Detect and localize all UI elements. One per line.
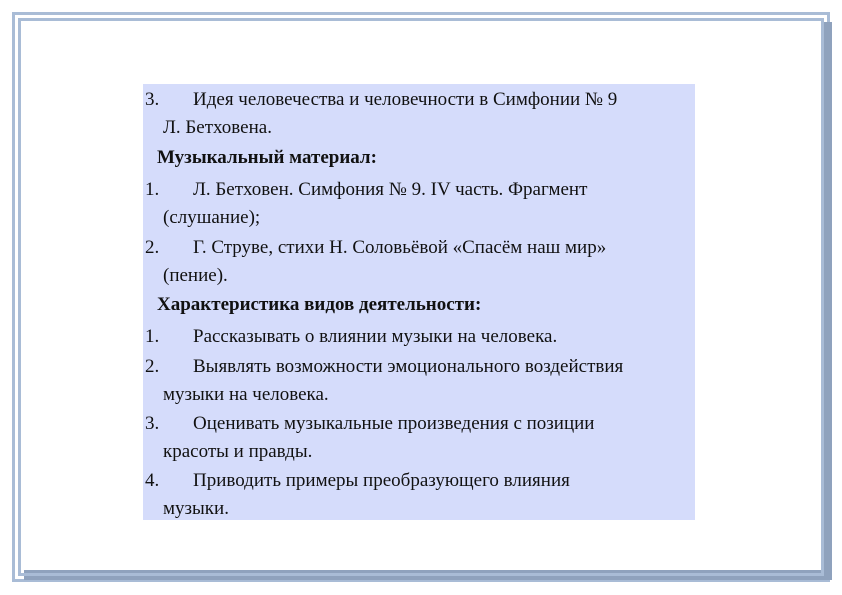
list-number: 1.	[145, 179, 160, 200]
list-text-line: Л. Бетховена.	[163, 117, 272, 138]
list-text-line: (слушание);	[163, 207, 261, 228]
list-number: 3.	[145, 413, 160, 434]
slide-text-box	[143, 84, 695, 520]
list-text-line: Оценивать музыкальные произведения с позиции	[193, 413, 595, 434]
list-text-line: Выявлять возможности эмоционального воздействия	[193, 356, 624, 377]
list-number: 1.	[145, 326, 160, 347]
section-heading-activity: Характеристика видов деятельности:	[157, 294, 482, 315]
list-text-line: Приводить примеры преобразующего влияния	[193, 470, 570, 491]
section-heading-material: Музыкальный материал:	[157, 147, 377, 168]
list-text-line: Идея человечества и человечности в Симфонии № 9	[193, 89, 618, 110]
list-number: 2.	[145, 237, 160, 258]
list-text-line: красоты и правды.	[163, 441, 313, 462]
list-number: 4.	[145, 470, 160, 491]
list-text-line: Г. Струве, стихи Н. Соловьёвой «Спасём наш мир»	[193, 237, 607, 258]
list-text-line: Рассказывать о влиянии музыки на человека.	[193, 326, 558, 347]
list-text-line: (пение).	[163, 265, 228, 286]
list-number: 3.	[145, 89, 160, 110]
list-text-line: музыки.	[163, 498, 229, 519]
list-text-line: музыки на человека.	[163, 384, 329, 405]
border-shadow-right	[824, 22, 832, 580]
list-number: 2.	[145, 356, 160, 377]
list-text-line: Л. Бетховен. Симфония № 9. IV часть. Фрагмент	[193, 179, 588, 200]
